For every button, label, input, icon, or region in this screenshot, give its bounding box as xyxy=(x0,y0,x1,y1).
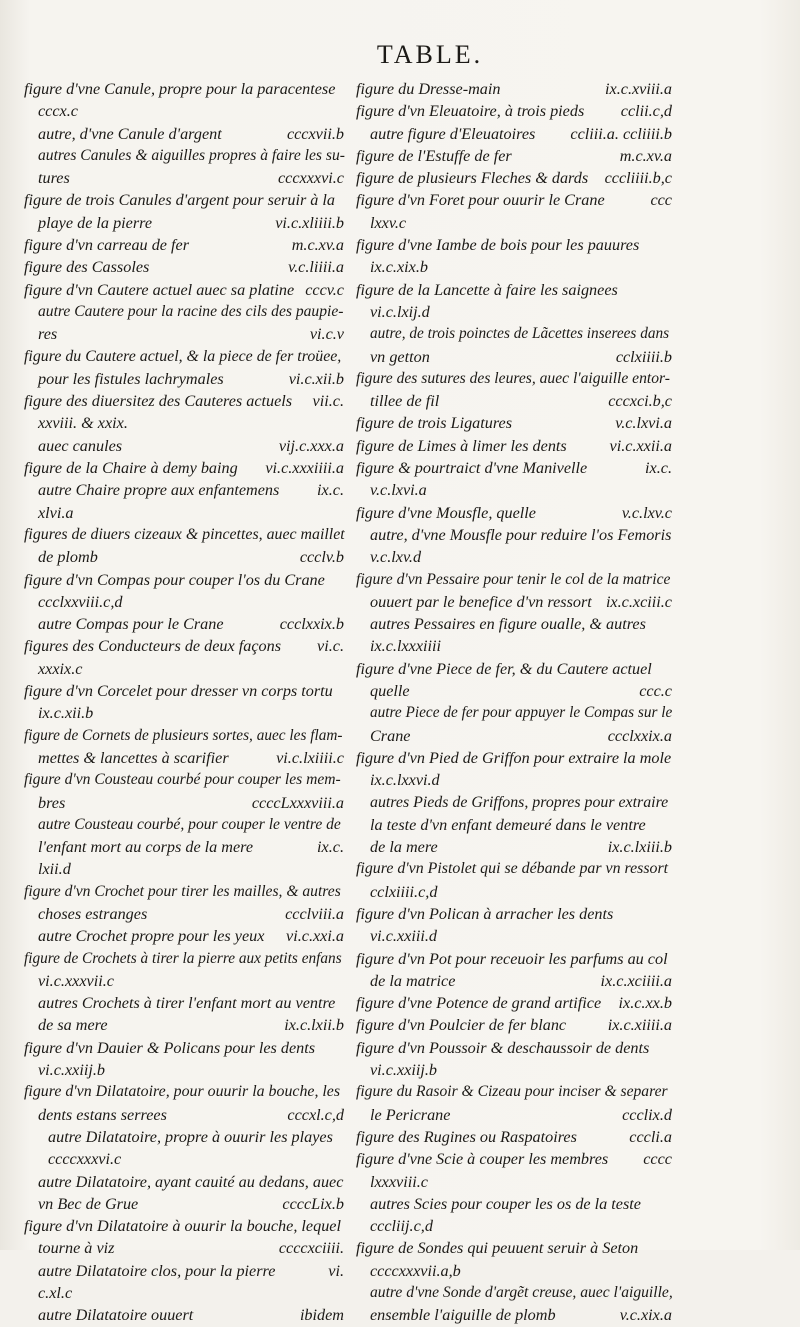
index-entry-line xyxy=(356,1148,672,1170)
index-entry-line xyxy=(24,346,344,368)
index-entry-line xyxy=(24,1148,344,1170)
index-entry-line xyxy=(356,435,672,457)
entry-text: tures xyxy=(38,169,70,188)
entry-text: autre, d'vne Mousfle pour reduire l'os Femoris xyxy=(370,525,672,544)
entry-text: figure de Cornets de plusieurs sortes, auec les flam- xyxy=(24,726,343,744)
index-entry-line xyxy=(356,1282,672,1304)
index-entry-line xyxy=(356,390,672,412)
index-entry-line xyxy=(24,702,344,724)
index-entry-line xyxy=(356,100,672,122)
entry-text: lxxv.c xyxy=(370,213,407,232)
index-entry-line xyxy=(24,1081,344,1103)
index-entry-line xyxy=(356,279,672,301)
entry-text: figure d'vn Pistolet qui se débande par vn ressort xyxy=(356,860,669,878)
entry-text: v.c.lxvi.a xyxy=(370,481,427,500)
entry-text: figure du Cautere actuel, & la piece de fer troüee, xyxy=(24,347,342,365)
entry-text: figure de la Chaire à demy baing xyxy=(24,459,238,478)
index-entry-line xyxy=(356,1081,672,1103)
index-entry-line xyxy=(24,591,344,613)
entry-text: la teste d'vn enfant demeuré dans le ventre xyxy=(370,815,646,834)
entry-text: figure d'vne Scie à couper les membres xyxy=(356,1150,609,1169)
entry-text: autre Dilatatoire, propre à ouurir les playes xyxy=(48,1127,333,1146)
index-entry-line xyxy=(356,591,672,613)
index-entry-line xyxy=(356,78,672,100)
entry-text: cccliij.c,d xyxy=(370,1217,433,1236)
entry-reference: ix.c.xciii.c xyxy=(605,592,672,611)
entry-reference: vi.c.xxii.a xyxy=(609,436,672,455)
entry-text: figure d'vn Eleuatoire, à trois pieds xyxy=(356,102,585,121)
entry-text: ix.c.xix.b xyxy=(370,258,428,277)
index-entry-line xyxy=(356,1304,672,1326)
index-entry-line xyxy=(24,836,344,858)
index-entry-line xyxy=(24,1260,344,1282)
index-entry-line xyxy=(24,323,344,345)
entry-text: figure de plusieurs Fleches & dards xyxy=(356,169,589,188)
entry-text: autre Cautere pour la racine des cils des paupie- xyxy=(38,302,344,320)
entry-reference: cccv.c xyxy=(305,280,344,299)
entry-text: ccccxxxvii.a,b xyxy=(370,1261,461,1280)
entry-text: c.xl.c xyxy=(38,1284,73,1303)
index-entry-line xyxy=(24,1104,344,1126)
index-entry-line xyxy=(24,769,344,791)
entry-text: figure d'vn Pied de Griffon pour extraire la mole xyxy=(356,748,672,767)
entry-reference: vi.c.xliiii.b xyxy=(275,213,344,232)
index-entry-line xyxy=(24,1171,344,1193)
index-entry-line xyxy=(356,457,672,479)
entry-reference: vi.c.xii.b xyxy=(288,369,344,388)
entry-text: ouuert par le benefice d'vn ressort xyxy=(370,592,592,611)
entry-text: ix.c.xii.b xyxy=(38,704,94,723)
entry-reference: cccli.a xyxy=(629,1127,672,1146)
entry-text: figure du Rasoir & Cizeau pour inciser & separer xyxy=(356,1083,668,1101)
index-entry-line xyxy=(356,769,672,791)
index-entry-line xyxy=(24,546,344,568)
entry-reference: ix.c.xviii.a xyxy=(605,80,672,98)
index-entry-line xyxy=(24,123,344,145)
index-entry-line xyxy=(24,167,344,189)
entry-text: figure d'vn Cautere actuel auec sa platine xyxy=(24,280,295,299)
entry-text: dents estans serrees xyxy=(38,1105,167,1124)
entry-reference: ix.c. xyxy=(317,838,344,857)
index-entry-line xyxy=(356,814,672,836)
entry-text: vi.c.xxxvii.c xyxy=(38,971,114,990)
entry-text: xxxix.c xyxy=(38,659,83,678)
index-entry-line xyxy=(356,569,672,591)
entry-text: figure d'vn Compas pour couper l'os du Crane xyxy=(24,570,325,589)
index-entry-line xyxy=(24,368,344,390)
entry-text: figure de Crochets à tirer la pierre aux petits enfans xyxy=(24,949,342,967)
entry-text: figure d'vne Iambe de bois pour les pauures xyxy=(356,236,640,255)
index-entry-line xyxy=(24,1193,344,1215)
entry-reference: ix.c. xyxy=(317,481,344,500)
entry-text: autre Dilatatoire, ayant cauité au dedans, auec xyxy=(38,1172,344,1191)
entry-text: ensemble l'aiguille de plomb xyxy=(370,1306,556,1325)
entry-reference: cccc xyxy=(643,1150,672,1169)
entry-reference: cclxiiii.b xyxy=(615,347,672,366)
entry-reference: ccclviii.a xyxy=(285,904,344,923)
index-entry-line xyxy=(356,145,672,167)
index-entry-line xyxy=(356,189,672,211)
index-entry-line xyxy=(356,412,672,434)
entry-text: autres Crochets à tirer l'enfant mort au ventre xyxy=(38,994,336,1013)
entry-text: figures des Conducteurs de deux façons xyxy=(24,637,282,656)
index-entry-line xyxy=(356,903,672,925)
entry-text: figure de l'Estuffe de fer xyxy=(356,146,512,165)
entry-reference: m.c.xv.a xyxy=(291,236,344,255)
index-entry-line xyxy=(356,970,672,992)
index-entry-line xyxy=(356,680,672,702)
entry-text: mettes & lancettes à scarifier xyxy=(38,748,229,767)
entry-reference: ix.c.xx.b xyxy=(618,994,672,1013)
entry-reference: ix.c.lxii.b xyxy=(284,1016,344,1035)
index-entry-line xyxy=(24,301,344,323)
index-entry-line xyxy=(24,858,344,880)
entry-text: de la matrice xyxy=(370,971,456,990)
right-column xyxy=(356,78,672,1327)
entry-text: pour les fistules lachrymales xyxy=(38,369,224,388)
entry-text: autre Dilatatoire clos, pour la pierre xyxy=(38,1261,276,1280)
index-entry-line xyxy=(356,992,672,1014)
entry-text: xxviii. & xxix. xyxy=(38,414,128,433)
entry-text: choses estranges xyxy=(38,904,148,923)
index-entry-line xyxy=(356,702,672,724)
entry-text: autre, de trois poinctes de Lãcettes inserees dans xyxy=(370,325,670,343)
index-entry-line xyxy=(24,1126,344,1148)
index-entry-line xyxy=(24,680,344,702)
entry-text: xlvi.a xyxy=(38,503,74,522)
entry-reference: vij.c.xxx.a xyxy=(278,436,344,455)
entry-text: bres xyxy=(38,793,66,812)
entry-text: l'enfant mort au corps de la mere xyxy=(38,838,254,857)
entry-text: figure du Dresse-main xyxy=(356,80,501,98)
index-entry-line xyxy=(356,1237,672,1259)
index-entry-line xyxy=(356,301,672,323)
entry-text: lxii.d xyxy=(38,860,71,879)
entry-reference: ibidem xyxy=(299,1306,344,1325)
entry-text: figures de diuers cizeaux & pincettes, auec maillet xyxy=(24,525,345,543)
entry-text: Crane xyxy=(370,726,411,745)
index-entry-line xyxy=(24,412,344,434)
entry-text: de sa mere xyxy=(38,1016,108,1035)
entry-text: figure d'vn Dilatatoire à ouurir la bouche, lequel xyxy=(24,1217,341,1236)
entry-reference: ccc.c xyxy=(639,682,672,701)
index-entry-line xyxy=(24,189,344,211)
entry-text: figure d'vn Poussoir & deschaussoir de dents xyxy=(356,1038,650,1057)
entry-text: figure d'vn Corcelet pour dresser vn corps tortu xyxy=(24,682,333,701)
entry-text: figure d'vn Dauier & Policans pour les dents xyxy=(24,1038,316,1057)
entry-reference: vii.c. xyxy=(312,392,344,411)
index-entry-line xyxy=(356,502,672,524)
entry-reference: ccccLix.b xyxy=(282,1194,344,1213)
index-entry-line xyxy=(356,925,672,947)
index-entry-line xyxy=(24,881,344,903)
index-entry-line xyxy=(356,948,672,970)
index-entry-line xyxy=(24,1304,344,1326)
index-entry-line xyxy=(356,1171,672,1193)
index-entry-line xyxy=(24,100,344,122)
entry-text: le Pericrane xyxy=(370,1105,451,1124)
entry-text: figure & pourtraict d'vne Manivelle xyxy=(356,459,588,478)
entry-text: figure d'vn Poulcier de fer blanc xyxy=(356,1016,567,1035)
entry-text: vi.c.lxij.d xyxy=(370,302,430,321)
entry-text: autres Pessaires en figure oualle, & autres xyxy=(370,615,646,634)
entry-reference: vi.c.xxxiiii.a xyxy=(265,459,344,478)
index-entry-line xyxy=(24,635,344,657)
index-entry-line xyxy=(356,524,672,546)
entry-reference: ccclv.b xyxy=(299,548,344,567)
index-entry-line xyxy=(356,1215,672,1237)
index-entry-line xyxy=(356,1014,672,1036)
index-entry-line xyxy=(356,1104,672,1126)
entry-reference: vi.c.v xyxy=(309,325,344,344)
entry-text: figure d'vn Foret pour ouurir le Crane xyxy=(356,191,605,210)
index-entry-line xyxy=(356,167,672,189)
entry-text: auec canules xyxy=(38,436,123,455)
index-entry-line xyxy=(24,1282,344,1304)
index-entry-line xyxy=(24,279,344,301)
entry-reference: v.c.liiii.a xyxy=(288,258,344,277)
entry-text: ccclxxviii.c,d xyxy=(38,592,123,611)
index-entry-line xyxy=(24,1014,344,1036)
index-entry-line xyxy=(24,390,344,412)
entry-text: figure des sutures des leures, auec l'aiguille entor- xyxy=(356,369,670,387)
index-entry-line xyxy=(24,613,344,635)
entry-reference: v.c.lxvi.a xyxy=(615,414,672,433)
index-entry-line xyxy=(24,457,344,479)
entry-text: vn getton xyxy=(370,347,430,366)
index-entry-line xyxy=(356,725,672,747)
entry-text: autre Compas pour le Crane xyxy=(38,615,224,634)
entry-text: res xyxy=(38,325,58,344)
index-entry-line xyxy=(356,1059,672,1081)
entry-reference: ccclix.d xyxy=(622,1105,672,1124)
index-entry-line xyxy=(24,78,344,100)
entry-reference: cccxxxvi.c xyxy=(277,169,344,188)
entry-text: cclxiiii.c,d xyxy=(370,882,438,901)
entry-text: vn Bec de Grue xyxy=(38,1194,139,1213)
entry-text: autre, d'vne Canule d'argent xyxy=(38,124,222,143)
index-entry-line xyxy=(356,836,672,858)
entry-text: autre Crochet propre pour les yeux xyxy=(38,927,265,946)
index-entry-line xyxy=(24,903,344,925)
entry-reference: ccliii.a. ccliiii.b xyxy=(570,124,672,143)
index-entry-line xyxy=(356,1126,672,1148)
index-entry-line xyxy=(356,234,672,256)
index-entry-line xyxy=(356,881,672,903)
entry-text: autre Piece de fer pour appuyer le Compas sur le xyxy=(370,704,673,722)
index-entry-line xyxy=(24,948,344,970)
entry-text: figure des diuersitez des Cauteres actuels xyxy=(24,392,293,411)
entry-text: autres Pieds de Griffons, propres pour extraire xyxy=(370,793,669,811)
entry-reference: cclii.c,d xyxy=(620,102,672,121)
entry-text: vi.c.xxiij.b xyxy=(38,1061,105,1080)
index-entry-line xyxy=(24,234,344,256)
entry-text: figure d'vn Pot pour receuoir les parfums au col xyxy=(356,949,668,968)
entry-reference: ccccLxxxviii.a xyxy=(251,793,344,812)
index-entry-line xyxy=(24,658,344,680)
entry-text: autre figure d'Eleuatoires xyxy=(370,124,536,143)
entry-reference: ix.c. xyxy=(645,459,672,478)
entry-text: figure d'vne Mousfle, quelle xyxy=(356,503,536,522)
entry-text: autres Scies pour couper les os de la teste xyxy=(370,1194,641,1213)
entry-text: figure d'vn Pessaire pour tenir le col de la matrice xyxy=(356,570,671,588)
entry-text: figure d'vn Dilatatoire, pour ouurir la bouche, les xyxy=(24,1083,341,1101)
entry-reference: ix.c.xciiii.a xyxy=(600,971,672,990)
entry-text: figure d'vn Polican à arracher les dents xyxy=(356,904,614,923)
entry-reference: ccclxxix.a xyxy=(607,726,672,745)
index-entry-line xyxy=(24,1237,344,1259)
entry-reference: ccccxciiii. xyxy=(278,1239,344,1258)
entry-text: figure d'vne Piece de fer, & du Cautere actuel xyxy=(356,659,652,678)
index-entry-line xyxy=(24,925,344,947)
index-entry-line xyxy=(24,792,344,814)
index-entry-line xyxy=(356,1037,672,1059)
index-entry-line xyxy=(356,323,672,345)
index-entry-line xyxy=(356,1193,672,1215)
entry-text: figure de trois Ligatures xyxy=(356,414,513,433)
index-entry-line xyxy=(356,1260,672,1282)
entry-reference: vi.c.xxi.a xyxy=(286,927,344,946)
index-entry-line xyxy=(24,1215,344,1237)
entry-text: autre Chaire propre aux enfantemens xyxy=(38,481,280,500)
entry-text: cccx.c xyxy=(38,102,78,121)
entry-text: vi.c.xxiij.b xyxy=(370,1061,437,1080)
entry-reference: vi.c. xyxy=(317,637,344,656)
entry-text: figure d'vne Canule, propre pour la paracentese xyxy=(24,80,336,98)
entry-text: autre d'vne Sonde d'argẽt creuse, auec l'aiguille, xyxy=(370,1284,673,1302)
entry-text: lxxxviii.c xyxy=(370,1172,428,1191)
index-entry-line xyxy=(24,992,344,1014)
entry-text: playe de la pierre xyxy=(38,213,153,232)
index-entry-line xyxy=(356,613,672,635)
index-entry-line xyxy=(356,256,672,278)
entry-reference: ix.c.xiiii.a xyxy=(607,1016,672,1035)
entry-reference: ccc xyxy=(650,191,672,210)
index-entry-line xyxy=(356,212,672,234)
index-entry-line xyxy=(24,970,344,992)
index-entry-line xyxy=(356,792,672,814)
index-entry-line xyxy=(24,569,344,591)
entry-text: v.c.lxv.d xyxy=(370,548,422,567)
entry-reference: ix.c.lxiii.b xyxy=(607,838,672,857)
entry-reference: cccxci.b,c xyxy=(608,392,672,411)
index-entry-line xyxy=(356,479,672,501)
entry-text: ix.c.lxxvi.d xyxy=(370,771,440,790)
index-entry-line xyxy=(24,725,344,747)
entry-text: vi.c.xxiii.d xyxy=(370,927,437,946)
entry-text: figure de Sondes qui peuuent seruir à Seton xyxy=(356,1239,639,1258)
index-entry-line xyxy=(24,524,344,546)
entry-reference: cccxl.c,d xyxy=(287,1105,344,1124)
entry-text: de plomb xyxy=(38,548,98,567)
entry-text: autres Canules & aiguilles propres à faire les su- xyxy=(38,146,345,164)
index-entry-line xyxy=(356,368,672,390)
entry-text: tourne à viz xyxy=(38,1239,115,1258)
entry-reference: vi. xyxy=(328,1261,344,1280)
index-entry-line xyxy=(356,346,672,368)
entry-text: autre Cousteau courbé, pour couper le ventre de xyxy=(38,815,341,833)
index-entry-line xyxy=(24,256,344,278)
entry-text: ix.c.lxxxiiii xyxy=(370,637,442,656)
index-entry-line xyxy=(24,1059,344,1081)
entry-text: ccccxxxvi.c xyxy=(48,1150,122,1169)
entry-text: figure d'vn Cousteau courbé pour couper les mem- xyxy=(24,771,341,789)
entry-text: figure de trois Canules d'argent pour seruir à la xyxy=(24,191,336,210)
page-title: TABLE. xyxy=(376,40,484,69)
entry-text: figure de la Lancette à faire les saignees xyxy=(356,280,618,299)
left-column xyxy=(24,78,344,1327)
entry-text: de la mere xyxy=(370,838,438,857)
index-entry-line xyxy=(356,546,672,568)
entry-text: figure de Limes à limer les dents xyxy=(356,436,567,455)
entry-reference: v.c.lxv.c xyxy=(621,503,672,522)
entry-text: tillee de fil xyxy=(370,392,440,411)
entry-reference: cccliiii.b,c xyxy=(604,169,672,188)
entry-reference: cccxvii.b xyxy=(286,124,344,143)
index-entry-line xyxy=(24,502,344,524)
index-entry-line xyxy=(356,123,672,145)
index-entry-line xyxy=(24,479,344,501)
entry-text: figure des Cassoles xyxy=(24,258,150,277)
index-entry-line xyxy=(24,814,344,836)
index-entry-line xyxy=(24,747,344,769)
entry-text: figure d'vn carreau de fer xyxy=(24,236,189,255)
index-entry-line xyxy=(24,145,344,167)
index-entry-line xyxy=(24,435,344,457)
index-entry-line xyxy=(356,635,672,657)
entry-reference: m.c.xv.a xyxy=(619,146,672,165)
index-entry-line xyxy=(356,747,672,769)
index-entry-line xyxy=(356,658,672,680)
entry-reference: ccclxxix.b xyxy=(279,615,344,634)
entry-text: autre Dilatatoire ouuert xyxy=(38,1306,194,1325)
index-entry-line xyxy=(24,1037,344,1059)
entry-reference: v.c.xix.a xyxy=(619,1306,672,1325)
index-entry-line xyxy=(356,858,672,880)
entry-text: figure d'vn Crochet pour tirer les mailles, & autres xyxy=(24,882,341,900)
entry-text: quelle xyxy=(370,682,410,701)
entry-text: figure des Rugines ou Raspatoires xyxy=(356,1127,577,1146)
entry-text: figure d'vne Potence de grand artifice xyxy=(356,994,602,1013)
entry-reference: vi.c.lxiiii.c xyxy=(276,748,344,767)
index-entry-line xyxy=(24,212,344,234)
